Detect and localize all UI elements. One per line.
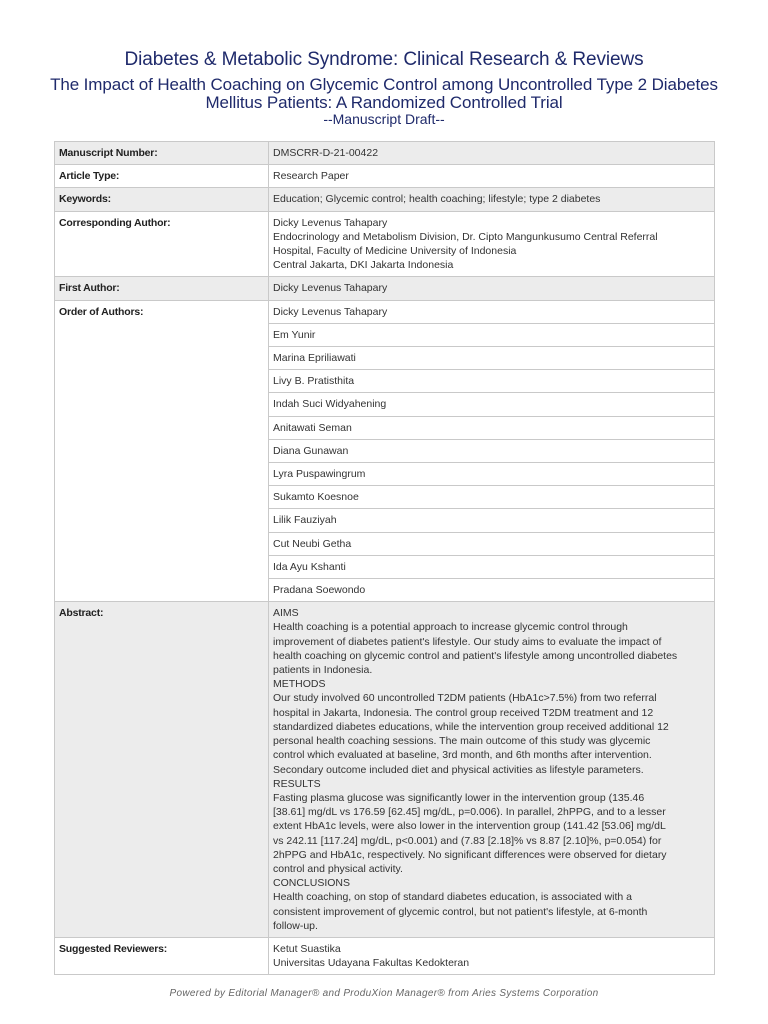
row-abstract bbox=[55, 602, 715, 938]
row-label: Article Type: bbox=[55, 165, 269, 188]
abstract-line: Health coaching, on stop of standard diabetes education, is associated with a bbox=[273, 891, 632, 904]
corresponding-author-line: Hospital, Faculty of Medicine University of Indonesia bbox=[273, 245, 517, 258]
article-type-value: Research Paper bbox=[269, 165, 715, 188]
author-item: Anitawati Seman bbox=[269, 416, 715, 439]
row-label: Suggested Reviewers: bbox=[55, 937, 269, 974]
corresponding-author-line: Dicky Levenus Tahapary bbox=[273, 216, 388, 229]
author-item: Em Yunir bbox=[269, 323, 715, 346]
abstract-line: Fasting plasma glucose was significantly lower in the intervention group (135.46 bbox=[273, 791, 645, 804]
row-label: Manuscript Number: bbox=[55, 142, 269, 165]
row-corresponding-author bbox=[55, 211, 715, 277]
abstract-line: METHODS bbox=[273, 678, 326, 691]
abstract-line: control and physical activity. bbox=[273, 862, 403, 875]
author-item: Cut Neubi Getha bbox=[269, 532, 715, 555]
row-keywords bbox=[55, 188, 715, 211]
corresponding-author-line: Central Jakarta, DKI Jakarta Indonesia bbox=[273, 259, 454, 272]
abstract-line: extent HbA1c levels, were also lower in the intervention group (141.42 [53.06] mg/dL bbox=[273, 820, 666, 833]
abstract-line: CONCLUSIONS bbox=[273, 877, 351, 890]
abstract-line: improvement of diabetes patient's lifestyle. Our study aims to evaluate the impact of bbox=[273, 635, 662, 648]
author-item: Dicky Levenus Tahapary bbox=[269, 300, 715, 323]
abstract-line: standardized diabetes educations, while the intervention group received additional 12 bbox=[273, 720, 669, 733]
row-label: Corresponding Author: bbox=[55, 211, 269, 277]
abstract-line: control which evaluated at baseline, 3rd month, and 6th months after intervention. bbox=[273, 749, 652, 762]
abstract-line: Our study involved 60 uncontrolled T2DM patients (HbA1c>7.5%) from two referral bbox=[273, 692, 657, 705]
abstract-value bbox=[269, 602, 715, 938]
manuscript-number-value: DMSCRR-D-21-00422 bbox=[269, 142, 715, 165]
author-item: Ida Ayu Kshanti bbox=[269, 555, 715, 578]
author-item: Pradana Soewondo bbox=[269, 579, 715, 602]
abstract-line: health coaching on glycemic control and patient's lifestyle among uncontrolled diabetes bbox=[273, 649, 678, 662]
row-label: First Author: bbox=[55, 277, 269, 300]
abstract-line: RESULTS bbox=[273, 777, 321, 790]
corresponding-author-value bbox=[269, 211, 715, 277]
journal-title: Diabetes & Metabolic Syndrome: Clinical Research & Reviews bbox=[124, 49, 644, 70]
abstract-line: personal health coaching sessions. The main outcome of this study was glycemic bbox=[273, 735, 651, 748]
row-label: Keywords: bbox=[55, 188, 269, 211]
keywords-value: Education; Glycemic control; health coaching; lifestyle; type 2 diabetes bbox=[269, 188, 715, 211]
row-manuscript-number bbox=[55, 142, 715, 165]
author-item: Lilik Fauziyah bbox=[269, 509, 715, 532]
draft-label: --Manuscript Draft-- bbox=[323, 111, 445, 127]
author-item: Diana Gunawan bbox=[269, 439, 715, 462]
row-label: Order of Authors: bbox=[55, 300, 269, 602]
abstract-line: Secondary outcome included diet and physical activities as lifestyle parameters. bbox=[273, 763, 644, 776]
row-first-author bbox=[55, 277, 715, 300]
row-article-type bbox=[55, 165, 715, 188]
abstract-line: 2hPPG and HbA1c, respectively. No significant differences were observed for dietary bbox=[273, 848, 667, 861]
author-item: Indah Suci Widyahening bbox=[269, 393, 715, 416]
abstract-line: hospital in Jakarta, Indonesia. The control group received T2DM treatment and 12 bbox=[273, 706, 654, 719]
row-order-of-authors bbox=[55, 300, 715, 323]
abstract-line: [38.61] mg/dL vs 176.59 [62.45] mg/dL, p=0.006). In parallel, 2hPPG, and to a lesser bbox=[273, 806, 666, 819]
abstract-line: AIMS bbox=[273, 607, 299, 620]
abstract-line: vs 242.11 [117.24] mg/dL, p<0.001) and (7.83 [2.18]% vs 8.87 [2.10]%, p=0.054) for bbox=[273, 834, 662, 847]
first-author-value: Dicky Levenus Tahapary bbox=[269, 277, 715, 300]
abstract-line: Health coaching is a potential approach to increase glycemic control through bbox=[273, 621, 628, 634]
suggested-reviewers-value bbox=[269, 937, 715, 974]
row-label: Abstract: bbox=[55, 602, 269, 938]
reviewer-line: Ketut Suastika bbox=[273, 942, 341, 955]
author-item: Livy B. Pratisthita bbox=[269, 370, 715, 393]
article-title: The Impact of Health Coaching on Glycemic Control among Uncontrolled Type 2 Diabetes Mellitus Patients: A Randomized Controlled Trial bbox=[50, 75, 718, 112]
reviewer-line: Universitas Udayana Fakultas Kedokteran bbox=[273, 957, 470, 970]
author-item: Sukamto Koesnoe bbox=[269, 486, 715, 509]
footer-credit: Powered by Editorial Manager® and ProduXion Manager® from Aries Systems Corporation bbox=[169, 988, 599, 999]
manuscript-metadata-table bbox=[54, 141, 715, 975]
author-item: Lyra Puspawingrum bbox=[269, 463, 715, 486]
abstract-line: patients in Indonesia. bbox=[273, 664, 373, 677]
corresponding-author-line: Endocrinology and Metabolism Division, Dr. Cipto Mangunkusumo Central Referral bbox=[273, 230, 658, 243]
author-item: Marina Epriliawati bbox=[269, 347, 715, 370]
abstract-line: follow-up. bbox=[273, 919, 318, 932]
row-suggested-reviewers bbox=[55, 937, 715, 974]
abstract-line: consistent improvement of glycemic control, but not patient's lifestyle, at 6-month bbox=[273, 905, 648, 918]
